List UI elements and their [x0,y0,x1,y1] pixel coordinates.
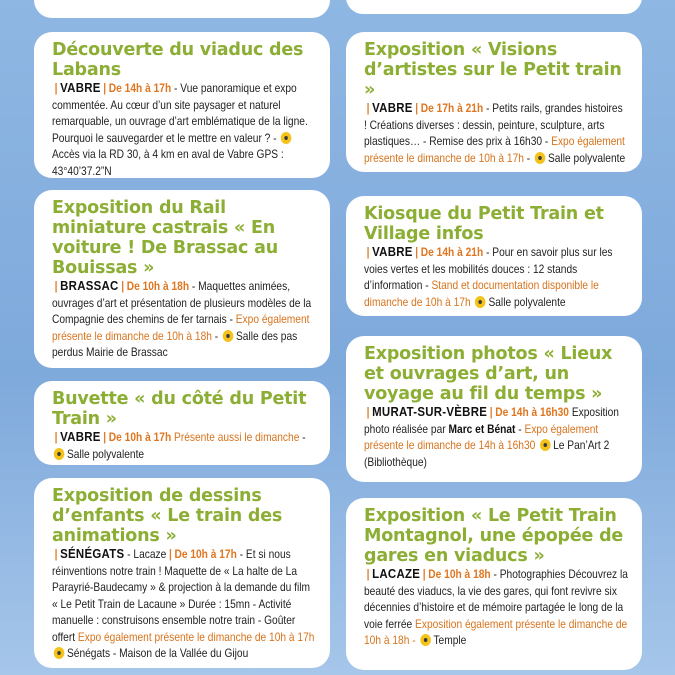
separator: | [366,246,370,259]
event-card-montagnol [346,498,642,670]
event-extra: Expo également présente le dimanche de 10h à 18h [52,313,310,343]
separator: | [168,548,172,561]
separator: | [366,568,370,581]
separator: | [103,431,107,444]
event-description: - Petits rails, grandes histoires ! Créations diverses : dessin, peinture, sculpture, arts plastiques… - Remise des prix à 16h30 - [364,102,623,148]
location-pin-icon [420,634,431,646]
event-location: Salle polyvalente [548,151,626,165]
event-body: | BRASSAC | De 10h à 18h - Maquettes animées, ouvrages d’art et présentation de plusieurs modèles de la Compagnie des chemins de fer tarnais - Expo également présente le dimanche de 10h à 18h - Salle des pas perdus Mairie de Brassac [52,278,312,359]
event-hours: De 14h à 16h30 [495,406,569,419]
event-card-buvette [34,381,330,465]
event-hours: De 10h à 18h [126,280,190,293]
event-town: BRASSAC [60,278,119,293]
event-body [364,404,628,471]
separator: | [54,280,58,293]
card-cutoff-right [346,0,642,14]
event-town: VABRE [60,429,101,444]
event-extra: Expo également présente le dimanche de 10h à 17h [364,135,625,165]
separator: | [415,102,419,115]
event-town: MURAT-SUR-VÈBRE [372,404,488,419]
event-title: Buvette « du côté du Petit Train » [52,389,307,429]
location-pin-icon [281,132,292,144]
event-description: - Et si nous réinventions notre train ! Maquette de « La halte de La Parayrié-Baudecamy » & projection à la demande du film « Le Petit Train de Lacaune » Durée : 15mn - Activité manuelle : construisons ensemble notre train - Goûter offert [52,548,311,644]
event-hours: De 10h à 18h [428,568,491,581]
event-location: Le Pan’Art 2 (Bibliothèque) [364,439,610,469]
event-hours: De 10h à 17h [174,548,237,561]
event-location: Accès via la RD 30, à 4 km en aval de Vabre GPS : 43°40’37.2”N [52,148,284,178]
event-hours: De 17h à 21h [420,102,484,115]
separator: | [54,548,58,561]
separator: | [54,431,58,444]
event-location: Sénégats - Maison de la Vallée du Gijou [66,647,249,660]
location-pin-icon [475,296,486,308]
event-description: - Photographies Découvrez la beauté des viaducs, la vie des gares, qui font revivre six décennies d’histoire et de mémoire partagée le long de la voie ferrée [364,568,628,631]
event-hours: De 10h à 17h [108,431,172,444]
location-pin-icon [223,330,234,342]
event-card-viaduc [34,32,330,178]
event-location: Salle des pas perdus Mairie de Brassac [52,329,298,359]
separator: | [366,406,370,419]
event-body [52,546,316,663]
event-town: SÉNÉGATS [60,546,125,561]
event-description-after: - [518,422,522,436]
event-hours: De 14h à 21h [420,246,484,259]
event-body: | VABRE | De 17h à 21h - Petits rails, grandes histoires ! Créations diverses : dessin, peinture, sculpture, arts plastiques… - Remise des prix à 16h30 - Expo également présente le dimanche de 10h à 17h - Salle polyvalente [364,100,626,165]
event-extra: Présente aussi le dimanche [174,431,300,444]
event-card-rail-miniature [34,190,330,368]
event-town-suffix: - Lacaze [127,548,167,561]
separator: | [121,280,125,293]
location-pin-icon [535,152,546,164]
separator: | [54,82,58,95]
separator: | [103,82,107,95]
event-card-dessins-enfants [34,478,330,668]
event-description: - Vue panoramique et expo commentée. Au cœur d’un site paysager et naturel remarquable, un ouvrage d’art emblématique de la ligne. Pourquoi le sauvegarder et le mettre en valeur ? - [52,82,308,145]
event-town: VABRE [60,80,101,95]
card-cutoff-left [34,0,330,18]
event-extra: Expo également présente le dimanche de 10h à 17h [77,630,315,644]
event-description: - Maquettes animées, ouvrages d’art et présentation de plusieurs modèles de la Compagnie des chemins de fer tarnais - [52,280,312,326]
event-body [52,80,316,178]
event-extra: Exposition également présente le dimanche de 10h à 18h - [364,617,628,647]
event-location: Temple [433,634,467,647]
event-location: Salle polyvalente [66,447,145,461]
location-pin-icon [54,448,65,460]
event-title: Kiosque du Petit Train et Village infos [364,204,604,244]
event-town: VABRE [372,244,413,259]
location-pin-icon [54,647,65,659]
event-title: Découverte du viaduc des Labans [52,40,304,80]
event-card-photos [346,336,642,482]
event-location: Salle polyvalente [488,295,566,309]
event-description: Exposition photo réalisée par [364,406,619,436]
event-card-visions-artistes [346,32,642,172]
location-pin-icon [540,439,551,451]
event-title: Exposition du Rail miniature castrais « En voiture ! De Brassac au Bouissas » [52,198,278,278]
event-hours: De 14h à 17h [108,82,172,95]
event-title: Exposition photos « Lieux et ouvrages d’art, un voyage au fil du temps » [364,344,613,404]
event-title: Exposition « Le Petit Train Montagnol, une épopée de gares en viaducs » [364,506,624,566]
event-town: VABRE [372,100,413,115]
separator: | [489,406,493,419]
separator: | [422,568,426,581]
event-body: | VABRE | De 10h à 17h Présente aussi le dimanche - Salle polyvalente [54,429,306,461]
event-authors: Marc et Bénat [448,422,516,436]
event-description: - Pour en savoir plus sur les voies vertes et les mobilités douces : 12 stands d’information - [364,246,613,292]
event-title: Exposition de dessins d’enfants « Le train des animations » [52,486,283,546]
event-body [364,244,628,311]
event-title: Exposition « Visions d’artistes sur le Petit train » [364,40,622,100]
event-body [364,566,628,650]
event-extra: Stand et documentation disponible le dimanche de 10h à 17h [364,279,599,309]
event-card-kiosque [346,196,642,316]
separator: | [366,102,370,115]
event-town: LACAZE [372,566,421,581]
separator: | [415,246,419,259]
event-extra: Expo également présente le dimanche de 14h à 16h30 [364,422,599,452]
